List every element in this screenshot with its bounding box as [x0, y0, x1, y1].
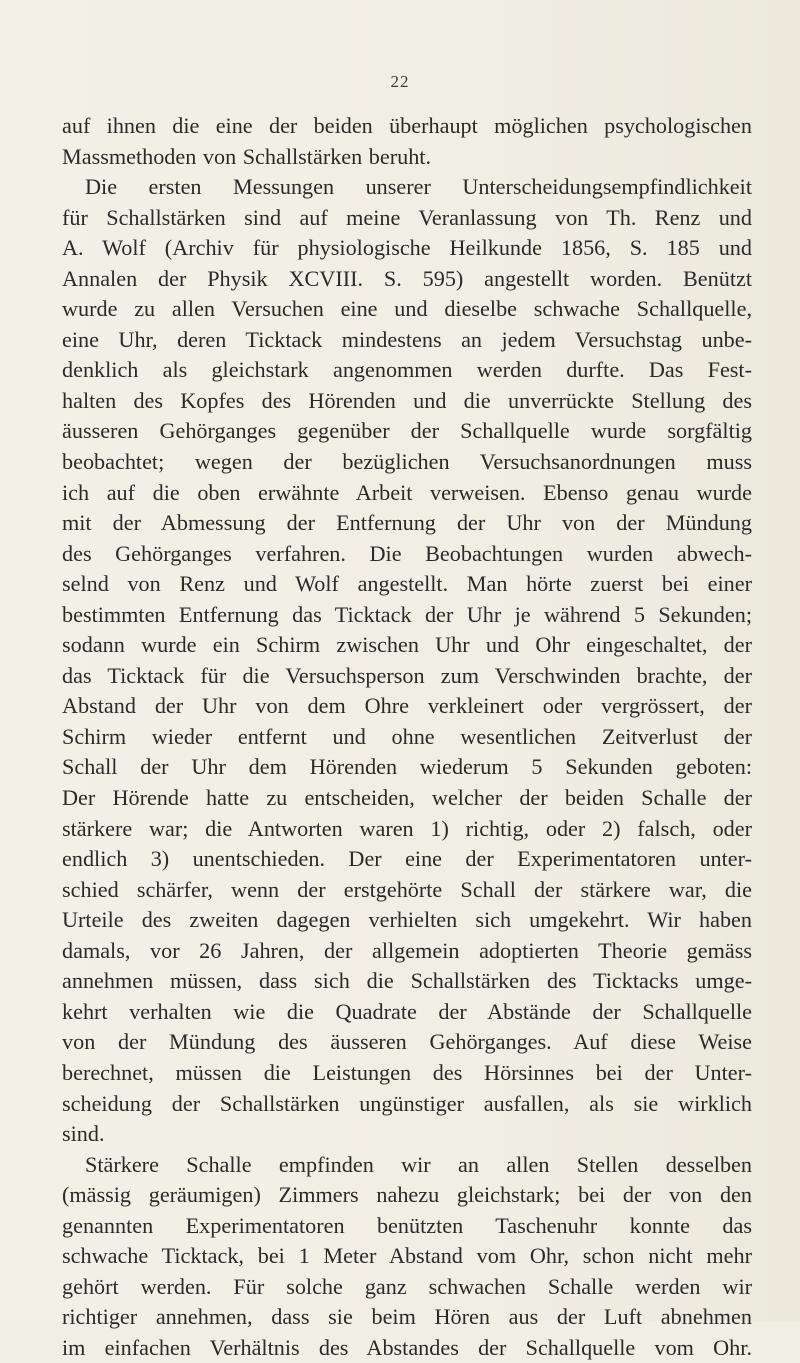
text-line: richtiger annehmen, dass sie beim Hören aus der Luft abnehmen	[62, 1304, 752, 1330]
text-line: berechnet, müssen die Leistungen des Hörsinnes bei der Unter-	[62, 1059, 752, 1085]
paragraph-3	[62, 1150, 752, 1363]
text-line: ich auf die oben erwähnte Arbeit verweisen. Ebenso genau wurde	[62, 479, 752, 505]
text-line: auf ihnen die eine der beiden überhaupt möglichen psychologischen	[62, 113, 752, 138]
text-line: Die ersten Messungen unserer Unterscheidungsempfindlichkeit	[85, 174, 752, 200]
paragraph-2	[62, 172, 752, 1150]
text-line: äusseren Gehörganges gegenüber der Schallquelle wurde sorgfältig	[62, 418, 752, 444]
text-line: halten des Kopfes des Hörenden und die unverrückte Stellung des	[62, 387, 752, 413]
text-line: denklich als gleichstark angenommen werden durfte. Das Fest-	[62, 357, 752, 383]
text-line: eine Uhr, deren Ticktack mindestens an jedem Versuchstag unbe-	[62, 326, 752, 352]
text-line: damals, vor 26 Jahren, der allgemein adoptierten Theorie gemäss	[62, 937, 752, 963]
text-line: kehrt verhalten wie die Quadrate der Abstände der Schallquelle	[62, 998, 752, 1024]
text-line: bestimmten Entfernung das Ticktack der Uhr je während 5 Sekunden;	[62, 601, 752, 627]
text-line: Schall der Uhr dem Hörenden wiederum 5 Sekunden geboten:	[62, 754, 752, 780]
text-line: selnd von Renz und Wolf angestellt. Man hörte zuerst bei einer	[62, 571, 752, 597]
text-line: sodann wurde ein Schirm zwischen Uhr und Ohr eingeschaltet, der	[62, 632, 752, 658]
text-line: des Gehörganges verfahren. Die Beobachtungen wurden abwech-	[62, 540, 752, 566]
text-line: im einfachen Verhältnis des Abstandes der Schallquelle vom Ohr.	[62, 1334, 752, 1360]
text-line: das Ticktack für die Versuchsperson zum Verschwinden brachte, der	[62, 662, 752, 688]
text-line: mit der Abmessung der Entfernung der Uhr von der Mündung	[62, 510, 752, 536]
text-line: schied schärfer, wenn der erstgehörte Schall der stärkere war, die	[62, 876, 752, 902]
text-line: schwache Ticktack, bei 1 Meter Abstand vom Ohr, schon nicht mehr	[62, 1243, 752, 1269]
text-line: Stärkere Schalle empfinden wir an allen Stellen desselben	[85, 1151, 752, 1177]
text-line: von der Mündung des äusseren Gehörganges. Auf diese Weise	[62, 1029, 752, 1055]
text-line: beobachtet; wegen der bezüglichen Versuchsanordnungen muss	[62, 449, 752, 475]
text-line: Abstand der Uhr von dem Ohre verkleinert oder vergrössert, der	[62, 693, 752, 719]
text-line: Der Hörende hatte zu entscheiden, welcher der beiden Schalle der	[62, 785, 752, 811]
text-line: scheidung der Schallstärken ungünstiger ausfallen, als sie wirklich	[62, 1090, 752, 1116]
text-line: Schirm wieder entfernt und ohne wesentlichen Zeitverlust der	[62, 723, 752, 749]
body-text	[62, 111, 752, 1363]
text-line: genannten Experimentatoren benützten Taschenuhr konnte das	[62, 1212, 752, 1238]
text-line: Massmethoden von Schallstärken beruht.	[62, 143, 432, 169]
text-line: endlich 3) unentschieden. Der eine der Experimentatoren unter-	[62, 846, 752, 872]
page-number: 22	[390, 72, 410, 91]
paragraph-1	[62, 111, 752, 172]
text-line: A. Wolf (Archiv für physiologische Heilkunde 1856, S. 185 und	[62, 235, 752, 261]
text-line: wurde zu allen Versuchen eine und dieselbe schwache Schallquelle,	[62, 296, 752, 322]
text-line: (mässig geräumigen) Zimmers nahezu gleichstark; bei der von den	[62, 1182, 752, 1208]
text-line: stärkere war; die Antworten waren 1) richtig, oder 2) falsch, oder	[62, 815, 752, 841]
text-line: Urteile des zweiten dagegen verhielten sich umgekehrt. Wir haben	[62, 907, 752, 933]
text-line: für Schallstärken sind auf meine Veranlassung von Th. Renz und	[62, 204, 752, 230]
text-line: Annalen der Physik XCVIII. S. 595) angestellt worden. Benützt	[62, 265, 752, 291]
text-line: gehört werden. Für solche ganz schwachen Schalle werden wir	[62, 1273, 752, 1299]
text-line: annehmen müssen, dass sich die Schallstärken des Ticktacks umge-	[62, 968, 752, 994]
text-line: sind.	[62, 1121, 105, 1147]
